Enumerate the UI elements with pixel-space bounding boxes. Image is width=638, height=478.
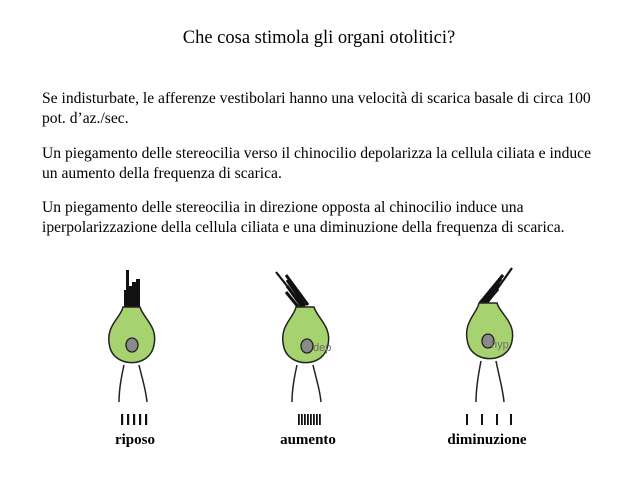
spike-train-diminuzione: [466, 414, 512, 425]
hyperpolarization-label: hyp: [491, 339, 509, 351]
hair-cell-aumento: [276, 272, 331, 425]
caption-diminuzione: diminuzione: [447, 432, 527, 448]
hair-cell-diminuzione: [466, 268, 513, 425]
paragraph-resting-rate: Se indisturbate, le afferenze vestibolari hanno una velocità di scarica basale di circa 100 pot. d’az./sec.: [42, 90, 591, 127]
cell-body: [283, 307, 332, 363]
nerve-fiber: [292, 365, 321, 402]
nerve-fiber: [119, 365, 147, 402]
nucleus: [126, 338, 138, 352]
spike-train-riposo: [121, 414, 147, 425]
nucleus: [301, 339, 313, 353]
nerve-fiber: [476, 361, 504, 402]
slide-title: Che cosa stimola gli organi otolitici?: [182, 28, 456, 48]
hair-cell-riposo: [109, 270, 155, 425]
caption-aumento: aumento: [280, 432, 336, 448]
stereocilia-bundle: [124, 270, 140, 308]
stereocilia-bundle: [276, 272, 308, 308]
spike-train-aumento: [298, 414, 321, 425]
paragraph-depolarization: Un piegamento delle stereocilia verso il chinocilio depolarizza la cellula ciliata e induce un aumento della frequenza di scarica.: [42, 145, 592, 182]
paragraph-hyperpolarization: Un piegamento delle stereocilia in direzione opposta al chinocilio induce una iperpolarizzazione della cellula ciliata e una diminuzione della frequenza di scarica.: [42, 199, 565, 236]
cell-body: [109, 307, 155, 363]
depolarization-label: dep: [313, 342, 332, 354]
caption-riposo: riposo: [114, 432, 156, 448]
stereocilia-bundle: [480, 268, 512, 303]
